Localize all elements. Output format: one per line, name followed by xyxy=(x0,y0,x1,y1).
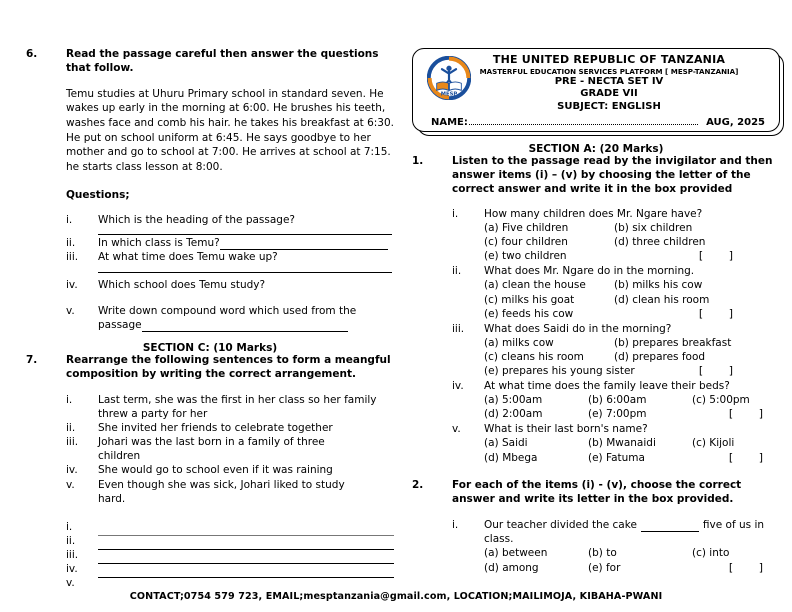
item-number: i. xyxy=(66,213,73,226)
item-stem: How many children does Mr. Ngare have? xyxy=(484,207,703,220)
item-text: Last term, she was the first in her class so her family threw a party for her xyxy=(98,393,377,420)
option[interactable]: (b) to xyxy=(588,547,617,560)
question-6-number: 6. xyxy=(26,48,38,60)
list-item xyxy=(66,250,394,264)
option[interactable]: (a) clean the house xyxy=(484,279,586,292)
item-body xyxy=(484,422,780,465)
answer-line-number: v. xyxy=(66,577,75,590)
item-stem: What does Saidi do in the morning? xyxy=(484,322,672,335)
section-c-title: SECTION C: (10 Marks) xyxy=(142,341,278,354)
item-label: Write down compound word which used from the passage xyxy=(98,304,357,331)
answer-box[interactable]: [ ] xyxy=(728,560,774,574)
item-number: v. xyxy=(66,478,75,491)
item-number: ii. xyxy=(66,237,76,250)
option[interactable]: (a) Saidi xyxy=(484,437,528,450)
option[interactable]: (d) clean his room xyxy=(614,293,710,306)
question-2-items xyxy=(452,518,780,575)
question-2-instruction: For each of the items (i) - (v), choose the correct answer and write its letter in the box provided. xyxy=(452,479,742,506)
item-number: iv. xyxy=(66,279,78,292)
item-text: Which is the heading of the passage? xyxy=(98,213,296,226)
answer-box[interactable]: [ ] xyxy=(698,364,744,378)
option[interactable]: (e) for xyxy=(588,561,621,574)
two-column-layout xyxy=(26,48,774,592)
reading-passage: Temu studies at Uhuru Primary school in standard seven. He wakes up early in the morning at 6:00. He brushes his teeth, washes face and comb his hair. he takes his breakfast at 6:30. He put on school uniform at 6:45. He says goodbye to her mother and go to school at 7:00. He arrives at school at 7:15. he starts class lesson at 8:00. xyxy=(66,87,394,174)
option[interactable]: (e) Fatuma xyxy=(588,451,645,464)
list-item xyxy=(66,236,394,250)
exam-header-box xyxy=(412,48,780,132)
section-a-items xyxy=(452,207,780,465)
item-text: Which school does Temu study? xyxy=(98,279,266,292)
item-text: She would go to school even if it was raining xyxy=(98,464,333,477)
answer-inline-rule[interactable] xyxy=(142,331,348,332)
item-stem: What does Mr. Ngare do in the morning. xyxy=(484,265,695,278)
answer-box[interactable]: [ ] xyxy=(698,306,744,320)
question-6-items xyxy=(66,207,394,332)
answer-box[interactable]: [ ] xyxy=(728,450,774,464)
exam-date: AUG, 2025 xyxy=(706,117,765,129)
option-row xyxy=(484,221,780,235)
answer-lines-block xyxy=(66,522,394,592)
answer-line-row xyxy=(66,550,394,564)
answer-line-row xyxy=(66,536,394,550)
stem-part-a: Our teacher divided the cake xyxy=(484,519,637,532)
option-row xyxy=(484,278,780,292)
question-7-instruction: Rearrange the following sentences to form a meangful composition by writing the correct arrangement. xyxy=(66,353,391,380)
option-row xyxy=(484,336,780,350)
header-titles xyxy=(475,54,771,113)
item-text xyxy=(98,236,394,250)
header-grade: GRADE VII xyxy=(580,88,638,100)
option[interactable]: (b) Mwanaidi xyxy=(588,437,656,450)
list-item xyxy=(66,478,394,506)
option-row xyxy=(484,393,780,407)
item-number: iv. xyxy=(452,380,464,393)
header-country: THE UNITED REPUBLIC OF TANZANIA xyxy=(492,53,726,66)
blank-rule[interactable] xyxy=(641,531,699,532)
list-item xyxy=(452,379,780,422)
answer-box[interactable]: [ ] xyxy=(728,407,774,421)
item-number: iii. xyxy=(66,436,79,449)
option[interactable]: (a) between xyxy=(484,547,548,560)
list-item xyxy=(452,422,780,465)
option[interactable]: (b) 6:00am xyxy=(588,394,647,407)
answer-line-number: iv. xyxy=(66,563,78,576)
option[interactable]: (e) two children xyxy=(484,250,567,263)
item-label: In which class is Temu? xyxy=(98,237,220,250)
mesp-logo-icon xyxy=(427,56,471,100)
answer-line-row xyxy=(66,578,394,592)
item-stem xyxy=(484,518,780,546)
option[interactable]: (b) milks his cow xyxy=(614,279,703,292)
option[interactable]: (d) Mbega xyxy=(484,451,538,464)
option[interactable]: (d) prepares food xyxy=(614,351,706,363)
list-item xyxy=(66,435,394,463)
list-item xyxy=(66,421,394,435)
option[interactable]: (e) feeds his cow xyxy=(484,307,574,320)
header-subject: SUBJECT: ENGLISH xyxy=(557,100,661,112)
name-input-line[interactable] xyxy=(469,117,698,125)
question-2-number: 2. xyxy=(412,479,424,492)
option[interactable]: (a) milks cow xyxy=(484,336,554,349)
item-stem: At what time does the family leave their beds? xyxy=(484,380,730,393)
option[interactable]: (a) Five children xyxy=(484,222,569,235)
header-box-frame xyxy=(412,48,780,132)
option[interactable]: (b) prepares breakfast xyxy=(614,336,732,349)
question-6-heading xyxy=(26,48,394,76)
item-text: At what time does Temu wake up? xyxy=(98,251,278,264)
option-row xyxy=(484,436,780,450)
item-number: iii. xyxy=(66,251,79,264)
item-number: iv. xyxy=(66,464,78,477)
option[interactable]: (d) among xyxy=(484,561,539,574)
answer-line[interactable] xyxy=(98,568,394,578)
item-number: ii. xyxy=(66,421,76,434)
item-stem: What is their last born's name? xyxy=(484,423,648,436)
list-item xyxy=(66,393,394,421)
stem-part-b: five of us in class. xyxy=(484,519,765,546)
answer-line-number: iii. xyxy=(66,549,79,562)
option[interactable]: (a) 5:00am xyxy=(484,394,543,407)
question-6-instruction: Read the passage careful then answer the questions that follow. xyxy=(66,48,379,74)
header-exam: PRE - NECTA SET IV xyxy=(554,75,664,87)
option[interactable]: (e) 7:00pm xyxy=(588,408,647,421)
item-body xyxy=(484,379,780,422)
option[interactable]: (d) 2:00am xyxy=(484,408,543,421)
option[interactable]: (c) Kijoli xyxy=(692,437,735,450)
answer-line-number: i. xyxy=(66,521,73,534)
list-item xyxy=(66,463,394,477)
item-number: ii. xyxy=(452,265,462,278)
item-text xyxy=(98,304,394,332)
option-row-last xyxy=(484,364,780,379)
option[interactable]: (c) into xyxy=(692,547,730,560)
questions-label: Questions; xyxy=(66,188,130,201)
item-body xyxy=(484,207,780,264)
header-content xyxy=(421,54,771,113)
list-item xyxy=(66,278,394,292)
list-item xyxy=(66,304,394,332)
item-body xyxy=(484,264,780,321)
option[interactable]: (c) cleans his room xyxy=(484,351,584,363)
question-7-number: 7. xyxy=(26,353,38,366)
answer-line-number: ii. xyxy=(66,535,76,548)
answer-line-row xyxy=(66,522,394,536)
option-row-last xyxy=(484,249,780,264)
item-number: i. xyxy=(452,207,459,220)
item-text: Johari was the last born in a family of three children xyxy=(98,436,325,463)
footer-contact: CONTACT;0754 579 723, EMAIL;mesptanzania@gmail.com, LOCATION;MAILIMOJA, KIBAHA-PWANI xyxy=(129,591,663,602)
answer-rule[interactable] xyxy=(98,234,392,235)
name-label: NAME: xyxy=(431,117,468,129)
left-column xyxy=(26,48,394,592)
list-item xyxy=(452,518,780,575)
option-row-last xyxy=(484,561,780,576)
answer-line[interactable] xyxy=(98,554,394,564)
header-organization: MASTERFUL EDUCATION SERVICES PLATFORM [ MESP-TANZANIA] xyxy=(479,66,739,76)
question-1-heading xyxy=(412,155,780,197)
item-body xyxy=(484,322,780,379)
question-2-heading xyxy=(412,479,780,507)
option-row-last xyxy=(484,451,780,466)
option[interactable]: (d) three children xyxy=(614,236,706,249)
option-row xyxy=(484,293,780,307)
item-text: Even though she was sick, Johari liked to study hard. xyxy=(98,478,345,505)
answer-line[interactable] xyxy=(98,540,394,550)
option-row xyxy=(484,235,780,249)
item-number: iii. xyxy=(452,322,465,335)
answer-line[interactable] xyxy=(98,526,394,536)
option-row-last xyxy=(484,407,780,422)
option-row xyxy=(484,350,780,364)
section-a-title: SECTION A: (20 Marks) xyxy=(528,143,664,156)
question-1-number: 1. xyxy=(412,155,424,168)
svg-text:MESP: MESP xyxy=(440,91,458,98)
list-item xyxy=(66,213,394,227)
option[interactable]: (c) milks his goat xyxy=(484,293,575,306)
question-1-instruction: Listen to the passage read by the invigilator and then answer items (i) – (v) by choosing the letter of the correct answer and write it in the box provided xyxy=(452,155,773,196)
item-text: She invited her friends to celebrate together xyxy=(98,421,333,434)
item-number: v. xyxy=(66,304,75,317)
item-number: i. xyxy=(66,393,73,406)
question-7-items xyxy=(66,393,394,506)
logo-svg xyxy=(427,56,471,100)
item-body xyxy=(484,518,780,575)
item-number: v. xyxy=(452,423,461,436)
option-row xyxy=(484,546,780,560)
list-item xyxy=(452,207,780,264)
right-column xyxy=(412,48,780,575)
question-7-heading xyxy=(26,354,394,382)
option[interactable]: (c) four children xyxy=(484,236,568,249)
option[interactable]: (c) 5:00pm xyxy=(692,394,750,407)
header-name-row xyxy=(421,117,771,128)
answer-line-row xyxy=(66,564,394,578)
list-item xyxy=(452,264,780,321)
list-item xyxy=(452,322,780,379)
option[interactable]: (e) prepares his young sister xyxy=(484,365,635,378)
option[interactable]: (b) six children xyxy=(614,222,693,235)
item-number: i. xyxy=(452,519,459,532)
option-row-last xyxy=(484,307,780,322)
answer-box[interactable]: [ ] xyxy=(698,249,744,263)
